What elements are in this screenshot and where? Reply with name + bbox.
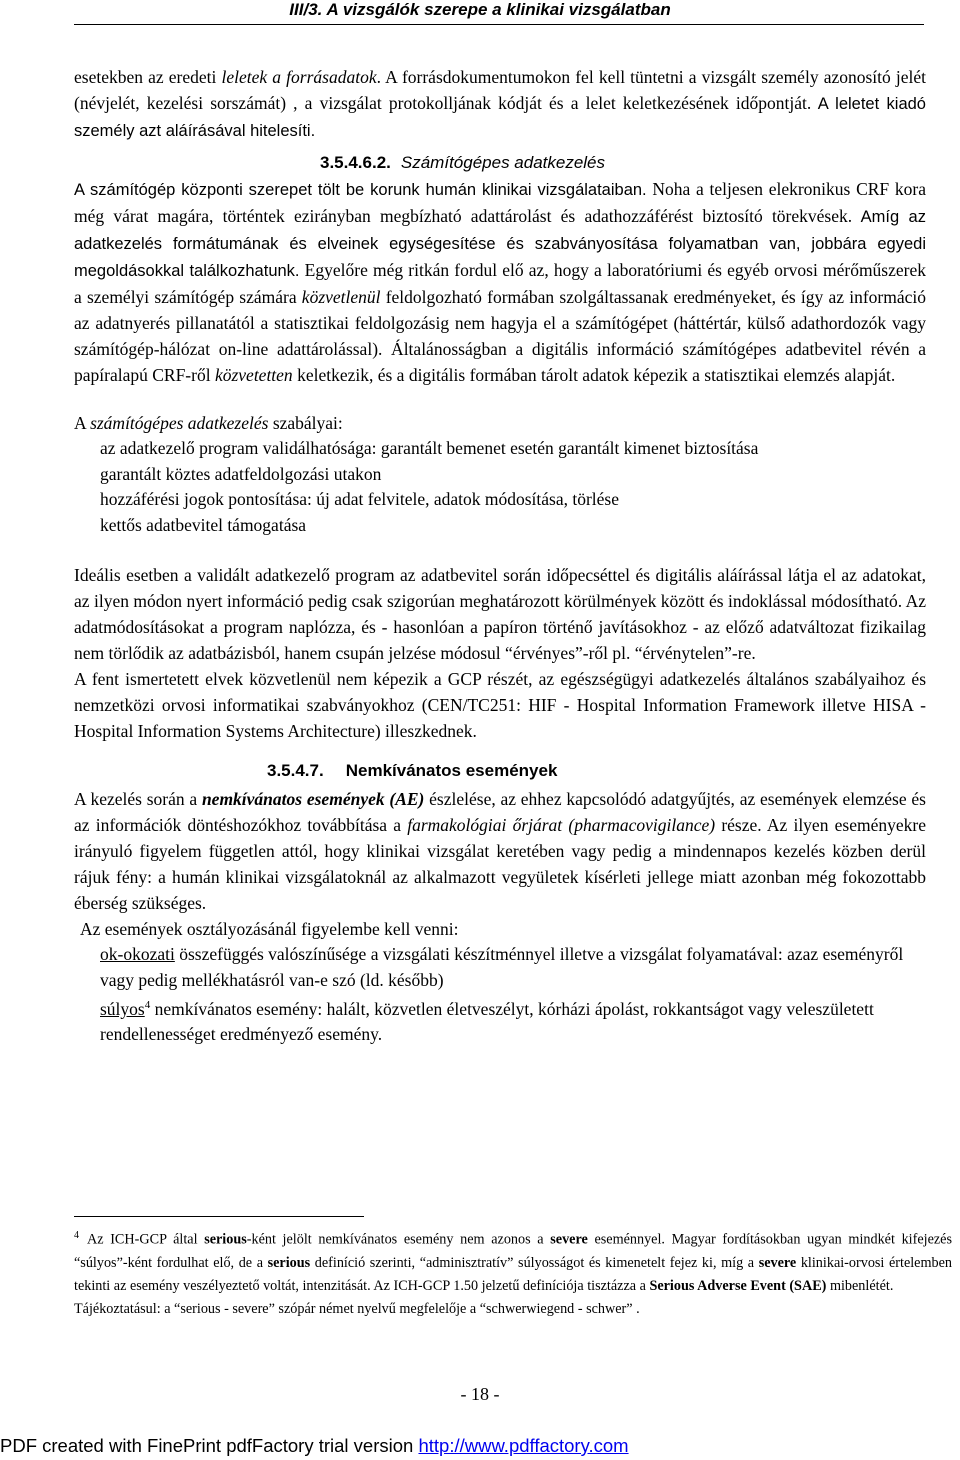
- intro-paragraph: esetekben az eredeti leletek a forrásadatok. A forrásdokumentumokon fel kell tüntetni a vizsgált személy azonosító jelét (névjelét, kezelési sorszámát) , a vizsgálat protokolljának kódját és a lelet keletkezésének időpontját. A leletet kiadó személy azt aláírásával hitelesíti.: [74, 67, 927, 140]
- classification-list: [74, 942, 926, 1048]
- rules-list: [74, 436, 926, 538]
- list-item: kettős adatbevitel támogatása: [100, 514, 307, 535]
- list-item: garantált köztes adatfeldolgozási utakon: [100, 463, 382, 484]
- classification-intro: Az események osztályozásánál figyelembe kell venni:: [80, 919, 459, 939]
- running-header: III/3. A vizsgálók szerepe a klinikai vizsgálatban: [289, 0, 671, 19]
- ae-paragraph: A kezelés során a nemkívánatos események (AE) észlelése, az ehhez kapcsolódó adatgyűjtés, az események elemzése és az információk döntéshozókhoz továbbítása a farmakológiai őrjárat (pharmacovigilance) része. Az ilyen eseményekre irányuló figyelem független attól, hogy klinikai vizsgálat keretében vagy pedig a mindennapos kezelés közben derül rájuk fény: a humán klinikai vizsgálatoknál az alkalmazott vegyületek kísérleti jellege miatt azonban még fokozottabb éberség szükséges.: [74, 789, 926, 913]
- section-paragraph-2: Ideális esetben a validált adatkezelő program az adatbevitel során időpecséttel és digitális aláírással látja el az adatokat, az ilyen módon nyert információ pedig csak szigorúan meghatározott körülmények között és indoklással módosítható. Az adatmódosításokat a program naplózza, és - hasonlóan a papíron történő javításokhoz - az előző adatváltozat fizikailag nem törlődik az adatbázisból, hanem csupán jelzése módosul “érvényes”-ről pl. “érvénytelen”-re.: [74, 565, 926, 663]
- page-number: - 18 -: [460, 1384, 500, 1404]
- section-paragraph-1: A számítógép központi szerepet tölt be korunk humán klinikai vizsgálataiban. Noha a teljesen elekronikus CRF kora még várat magára, történtek ezirányban megbízható adattárolást és adathozzáférést biztosító törekvések. Amíg az adatkezelés formátumának és elveinek egységesítése és szabványosítása folyamatban van, jobbára egyedi megoldásokkal találkozhatunk. Egyelőre még ritkán fordul elő az, hogy a laboratóriumi és egyéb orvosi mérőműszerek a személyi számítógép számára közvetlenül feldolgozható formában szolgáltassanak eredményeket, és így az információ az adatnyerés pillanatától a statisztikai feldolgozásig nem hagyja el a számítógépet (háttértár, külső adathordozók vagy számítógép-hálózat on-line adattárolással). Általánosságban a digitális információ számítógépes adatbevitel révén a papíralapú CRF-ről közvetetten keletkezik, és a digitális formában tárolt adatok képezik a statisztikai elemzés alapját.: [74, 179, 927, 385]
- page-body: [74, 64, 926, 1048]
- footnote-rule: [74, 1216, 364, 1217]
- footnote-text: $^4$ Az ICH-GCP által serious-ként jelölt nemkívánatos esemény nem azonos a severe eseménnyel. Magyar fordításokban ugyan mindkét kifejezés “súlyos”-ként fordulhat elő, de a serious definíció szerinti, “adminisztratív” súlyosságot és kimenetelt fejez ki, míg a severe klinikai-orvosi értelemben tekinti az esemény veszélyeztető voltát, intenzitását. Az ICH-GCP 1.50 jelzetű definíciója tisztázza a Serious Adverse Event (SAE) mibenlétét.: [74, 1230, 952, 1294]
- list-item: ok-okozati összefüggés valószínűsége a vizsgálati készítménnyel illetve a vizsgálat folyamatával: azaz eseményről vagy pedig mellékhatásról van-e szó (ld. később): [100, 944, 904, 990]
- section-heading-3-5-4-6-2: 3.5.4.6.2. Számítógépes adatkezelés: [320, 153, 606, 172]
- list-item: súlyos$^4$ nemkívánatos esemény: halált, közvetlen életveszélyt, kórházi ápolást, rokkantságot vagy veleszületett rendellenességet eredményező esemény.: [100, 998, 874, 1045]
- footnote: [74, 1224, 952, 1321]
- header-rule: [74, 24, 924, 25]
- list-item: hozzáférési jogok pontosítása: új adat felvitele, adatok módosítása, törlése: [100, 489, 620, 509]
- section-heading-3-5-4-7: 3.5.4.7. Nemkívánatos események: [267, 761, 558, 780]
- rules-intro: A számítógépes adatkezelés szabályai:: [74, 413, 343, 433]
- section-paragraph-3: A fent ismertetett elvek közvetlenül nem képezik a GCP részét, az egészségügyi adatkezelés általános szabályaihoz és nemzetközi orvosi informatikai szabványokhoz (CEN/TC251: HIF - Hospital Information Framework illetve HISA - Hospital Information Systems Architecture) illeszkednek.: [74, 669, 926, 741]
- pdffactory-link[interactable]: http://www.pdffactory.com: [418, 1435, 629, 1456]
- footnote-line-2: Tájékoztatásul: a “serious - severe” szópár német nyelvű megfelelője a “schwerwiegend - schwer” .: [74, 1300, 640, 1317]
- list-item: az adatkezelő program validálhatósága: garantált bemenet esetén garantált kimenet biztosítása: [100, 438, 759, 458]
- pdf-watermark: PDF created with FinePrint pdfFactory trial version http://www.pdffactory.com: [0, 1435, 629, 1456]
- footnote-ref: 4: [144, 999, 151, 1011]
